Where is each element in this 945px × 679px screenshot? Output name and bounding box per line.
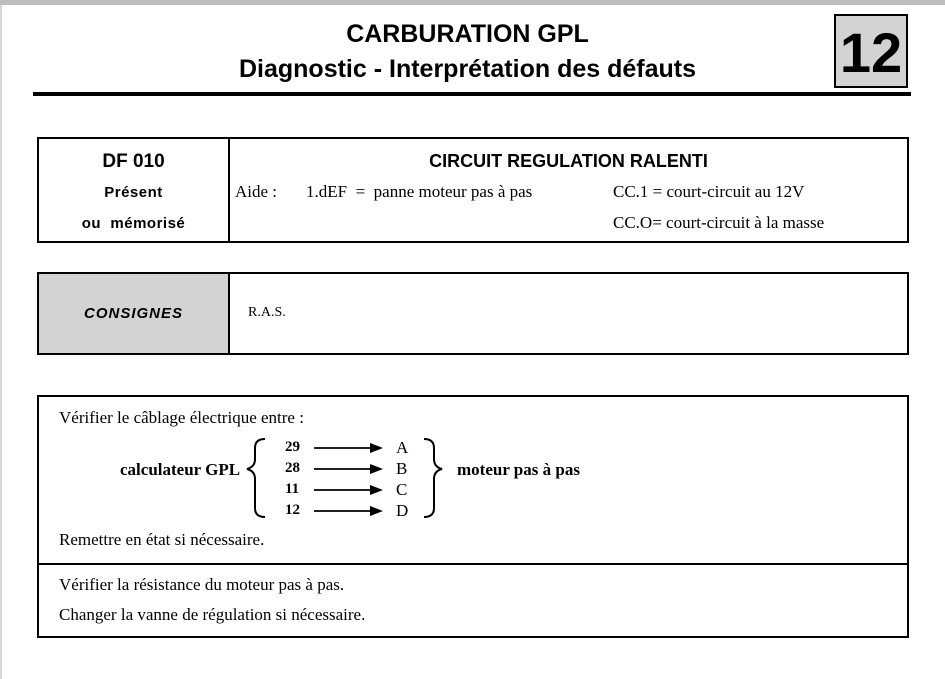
consignes-label: CONSIGNES <box>83 305 183 322</box>
ecu-pin-12: 12 <box>285 502 300 518</box>
fault-title: CIRCUIT REGULATION RALENTI <box>429 151 708 171</box>
procedure-divider <box>39 563 907 565</box>
consignes-text: R.A.S. <box>248 305 286 320</box>
motor-pin-c: C <box>396 480 408 499</box>
ecu-label: calculateur GPL <box>120 460 241 479</box>
fault-box <box>37 137 909 243</box>
fault-state-memorised: ou mémorisé <box>81 215 186 232</box>
motor-label: moteur pas à pas <box>457 460 580 479</box>
ecu-pin-29: 29 <box>285 439 300 455</box>
ecu-pin-11: 11 <box>285 481 300 497</box>
consignes-box <box>37 272 909 355</box>
repair-text: Remettre en état si nécessaire. <box>59 530 265 549</box>
aide-label: Aide : <box>235 182 278 201</box>
left-brace <box>247 439 265 517</box>
procedure-box <box>37 395 909 638</box>
right-brace <box>424 439 442 517</box>
fault-code: DF 010 <box>102 151 165 172</box>
check-wiring-text: Vérifier le câblage électrique entre : <box>59 408 304 427</box>
page-title: CARBURATION GPL <box>346 20 589 48</box>
left-border <box>0 5 2 679</box>
wire-arrow-4 <box>314 506 383 516</box>
cc0-definition: CC.O= court-circuit à la masse <box>613 213 825 232</box>
wire-arrow-2 <box>314 464 383 474</box>
top-border <box>0 0 945 5</box>
consignes-divider <box>228 274 230 353</box>
motor-pin-b: B <box>396 459 408 478</box>
header-rule <box>33 92 911 96</box>
chapter-number-badge: 12 <box>834 14 908 88</box>
wire-arrow-1 <box>314 443 383 453</box>
aide-code: 1.dEF = panne moteur pas à pas <box>306 182 533 201</box>
motor-pin-a: A <box>396 438 409 457</box>
fault-state-present: Présent <box>104 184 163 201</box>
wire-arrow-3 <box>314 485 383 495</box>
ecu-pin-28: 28 <box>285 460 300 476</box>
check-resistance-text: Vérifier la résistance du moteur pas à pas. <box>59 575 345 594</box>
motor-pin-d: D <box>396 501 409 520</box>
replace-valve-text: Changer la vanne de régulation si nécessaire. <box>59 605 366 624</box>
cc1-definition: CC.1 = court-circuit au 12V <box>613 182 805 201</box>
page-subtitle: Diagnostic - Interprétation des défauts <box>238 55 696 83</box>
